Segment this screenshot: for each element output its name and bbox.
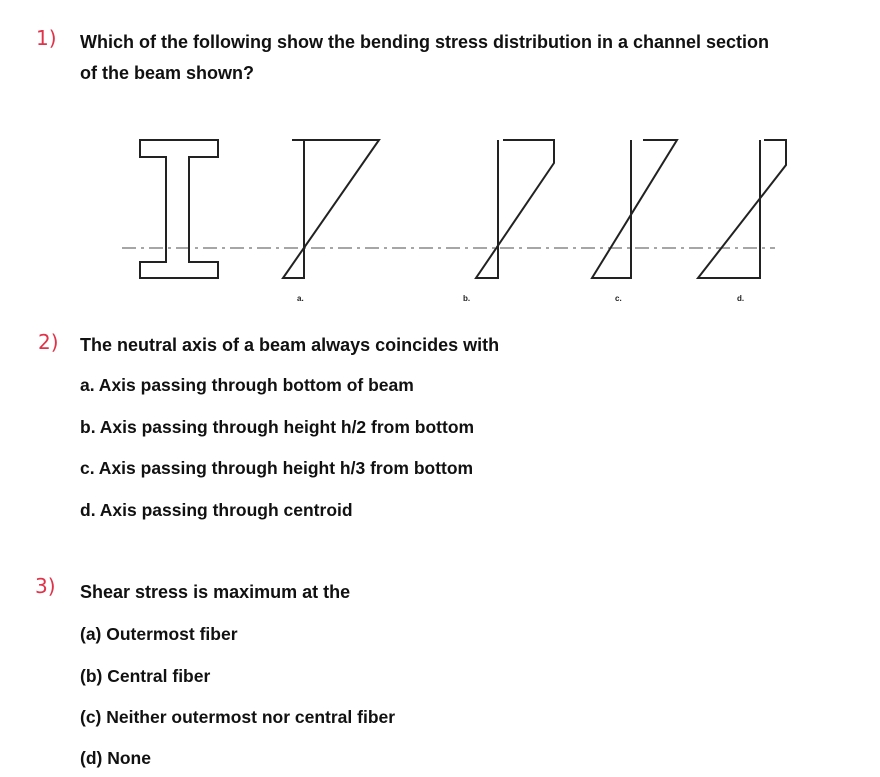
figure-label-a: a.: [297, 294, 304, 303]
question-1-line-1: Which of the following show the bending stress distribution in a channel section: [80, 32, 770, 52]
question-3-option-a: (a) Outermost fiber: [80, 624, 238, 644]
figure-label-c: c.: [615, 294, 622, 303]
stress-diagram-a: [283, 140, 379, 278]
question-3-option-c: (c) Neither outermost nor central fiber: [80, 707, 396, 727]
question-1-line-2: of the beam shown?: [80, 63, 255, 83]
question-number-3: 3): [35, 574, 56, 598]
question-3-option-b: (b) Central fiber: [80, 666, 211, 686]
stress-diagram-c: [592, 140, 677, 278]
question-2-option-d: d. Axis passing through centroid: [80, 500, 353, 520]
question-number-2: 2): [38, 330, 59, 354]
question-3-option-d: (d) None: [80, 748, 151, 768]
i-beam-section: [140, 140, 218, 278]
question-2-option-a: a. Axis passing through bottom of beam: [80, 375, 414, 395]
question-2-option-c: c. Axis passing through height h/3 from bottom: [80, 458, 474, 478]
question-3-text: Shear stress is maximum at the: [80, 582, 351, 602]
question-2-text: The neutral axis of a beam always coincides with: [80, 335, 500, 355]
question-2-option-b: b. Axis passing through height h/2 from bottom: [80, 417, 475, 437]
question-number-1: 1): [36, 26, 57, 50]
figure-label-b: b.: [463, 294, 471, 303]
figure-label-d: d.: [737, 294, 745, 303]
stress-diagram-d: [698, 140, 786, 278]
stress-diagram-b: [476, 140, 554, 278]
